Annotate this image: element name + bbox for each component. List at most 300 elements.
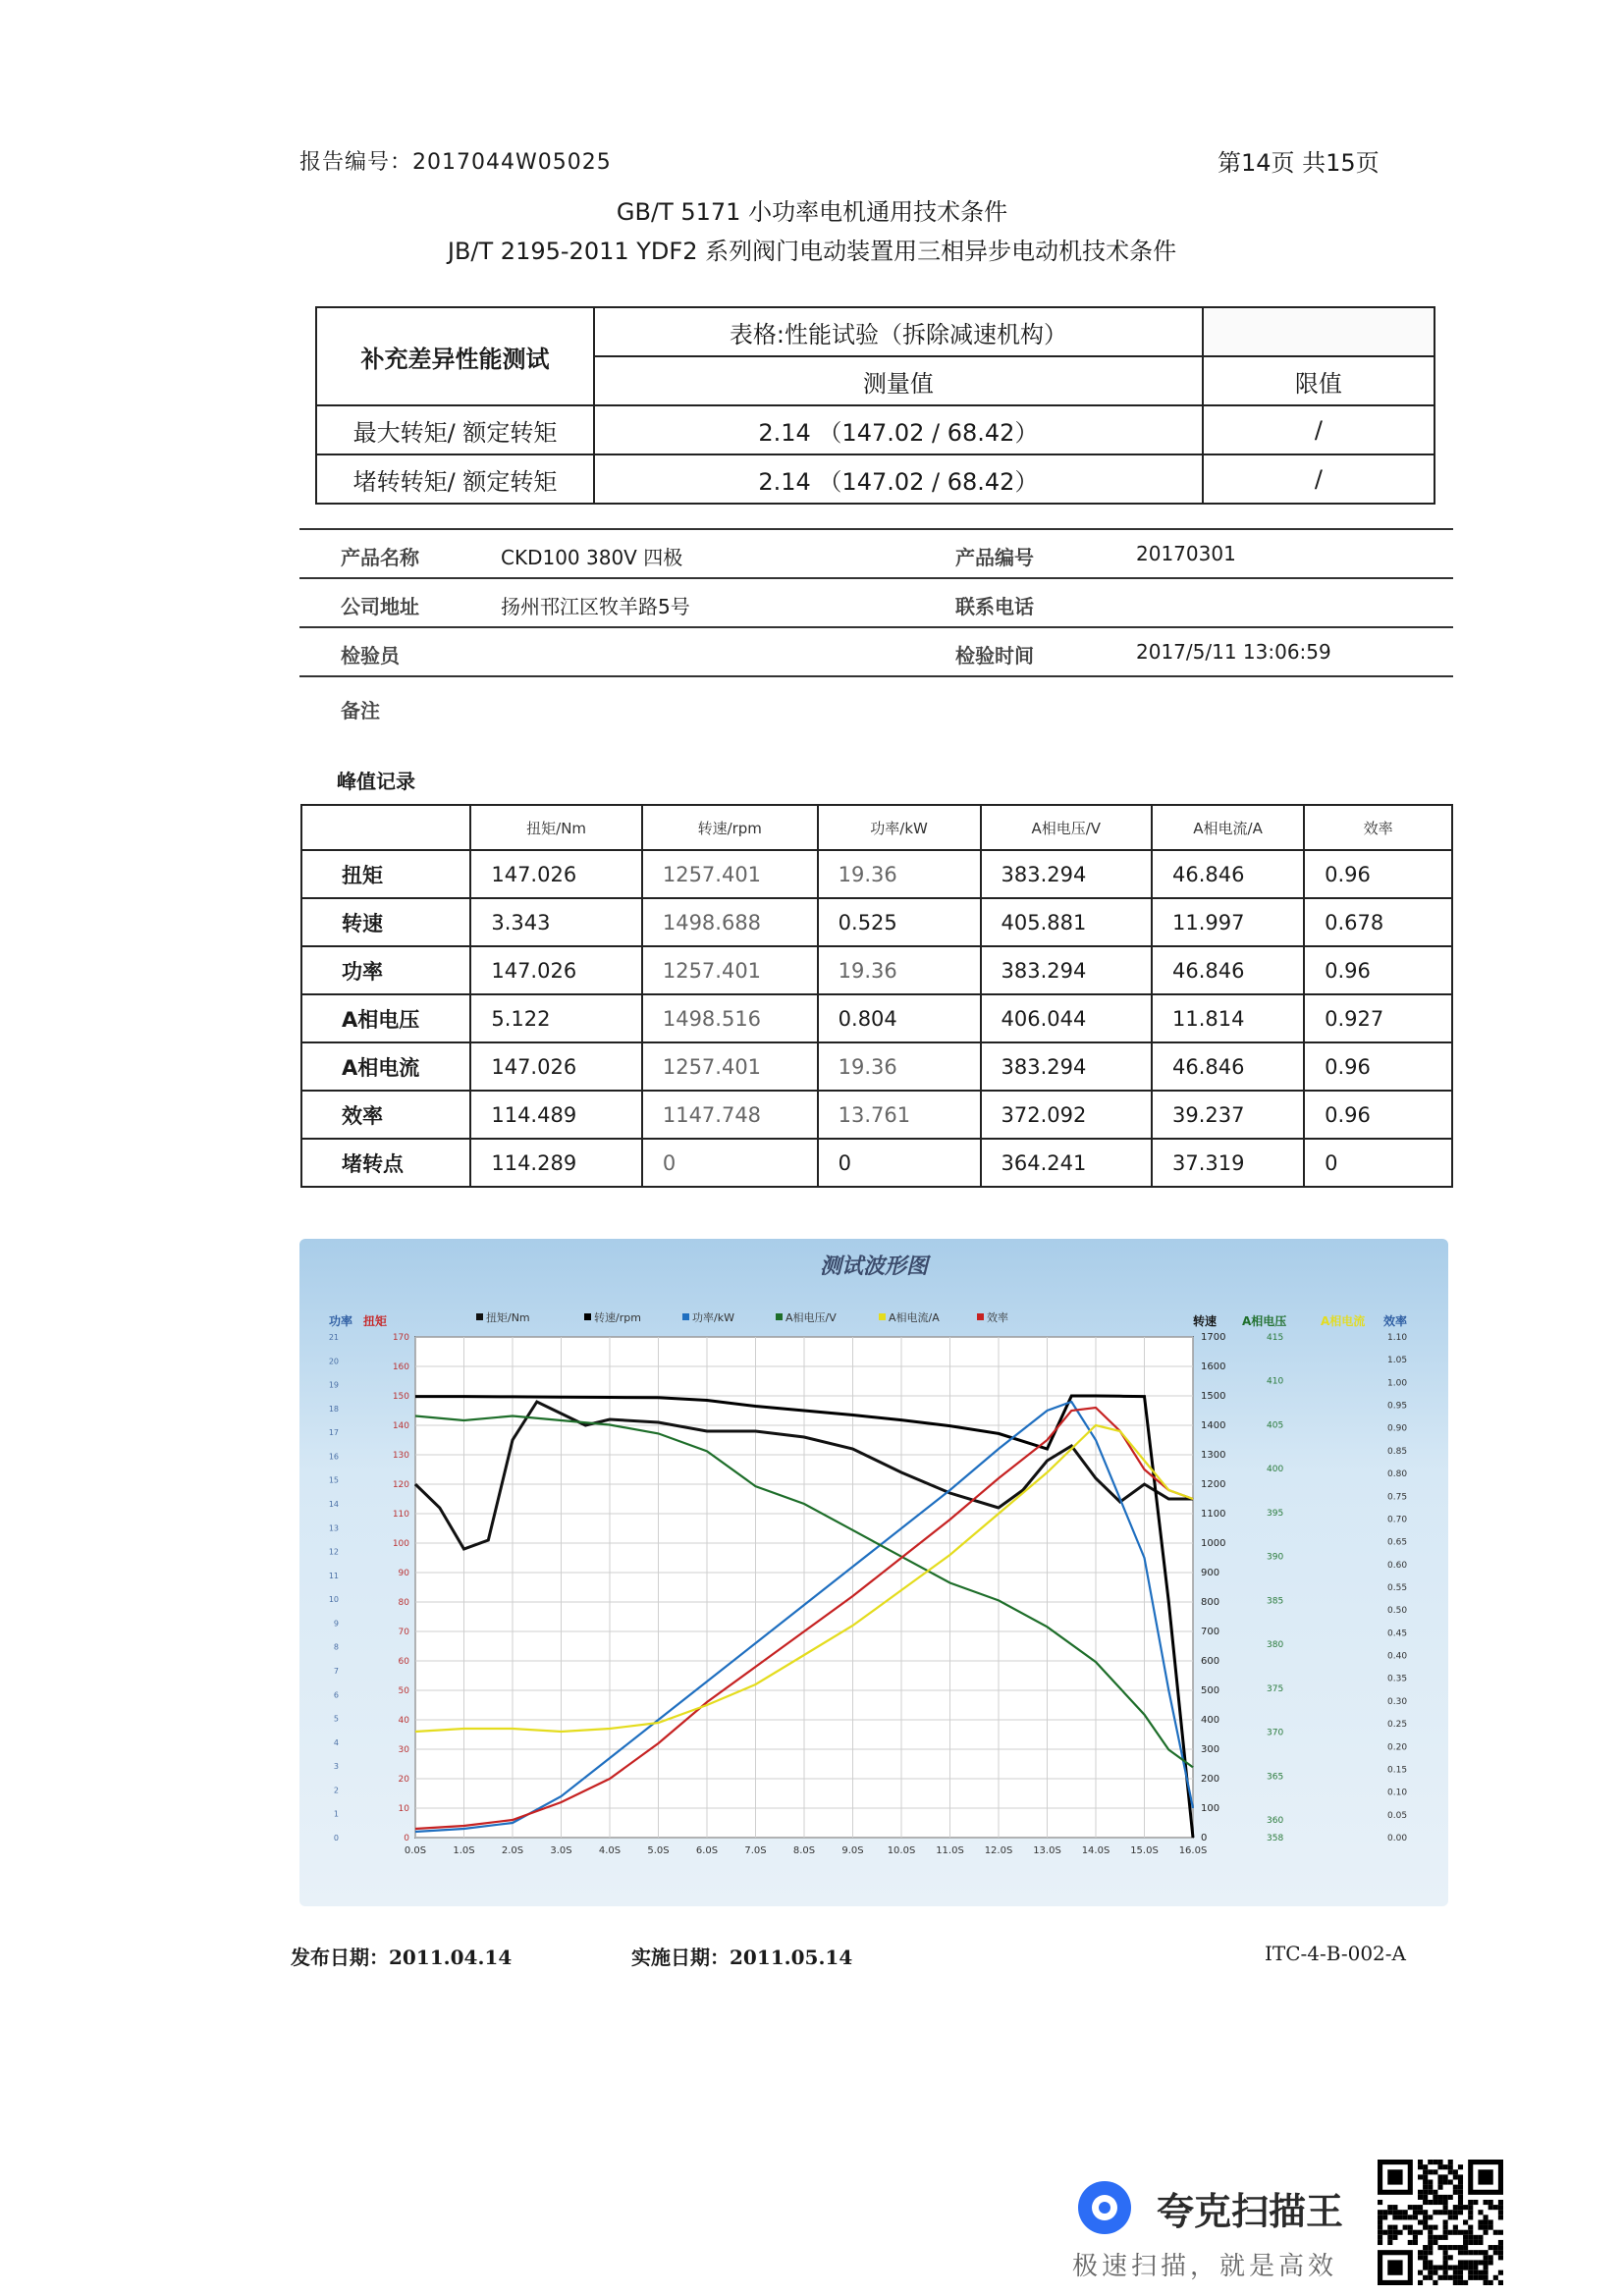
qr-module — [1428, 2179, 1433, 2184]
qr-module — [1478, 2275, 1483, 2280]
qr-module — [1382, 2215, 1387, 2219]
summary-row-limit: / — [1203, 405, 1435, 454]
x-tick-label: 3.0S — [550, 1845, 572, 1856]
peak-cell: 147.026 — [470, 850, 642, 898]
scanner-logo-icon — [1078, 2181, 1131, 2234]
qr-module — [1378, 2200, 1382, 2205]
peak-cell: 0.525 — [818, 898, 981, 946]
peak-cell: 37.319 — [1152, 1139, 1304, 1187]
torque-tick-label: 0 — [404, 1834, 409, 1843]
qr-module — [1489, 2255, 1493, 2260]
qr-module — [1423, 2255, 1428, 2260]
qr-module — [1443, 2200, 1448, 2205]
qr-module — [1473, 2250, 1478, 2255]
qr-module — [1433, 2160, 1437, 2164]
qr-module — [1433, 2240, 1437, 2245]
peak-cell: 114.289 — [470, 1139, 642, 1187]
product-info — [299, 528, 1453, 724]
qr-module — [1387, 2230, 1392, 2235]
qr-module — [1468, 2225, 1473, 2230]
qr-module — [1392, 2225, 1397, 2230]
qr-module — [1428, 2160, 1433, 2164]
qr-module — [1468, 2266, 1473, 2270]
peak-row — [301, 850, 1452, 898]
qr-module — [1458, 2260, 1463, 2265]
qr-module — [1413, 2210, 1418, 2215]
legend-swatch — [476, 1313, 483, 1320]
efficiency-tick-label: 0.20 — [1387, 1742, 1408, 1753]
qr-module — [1498, 2230, 1503, 2235]
torque-tick-label: 160 — [392, 1362, 409, 1372]
x-tick-label: 5.0S — [647, 1845, 670, 1856]
peak-cell: 1498.688 — [642, 898, 818, 946]
peak-row — [301, 1091, 1452, 1139]
scanner-slogan: 极速扫描，就是高效 — [1072, 2252, 1338, 2281]
qr-module — [1428, 2190, 1433, 2195]
voltage-tick-label: 395 — [1267, 1508, 1284, 1519]
x-tick-label: 14.0S — [1081, 1845, 1110, 1856]
speed-tick-label: 1700 — [1201, 1332, 1226, 1343]
qr-module — [1437, 2275, 1442, 2280]
power-tick-label: 7 — [333, 1667, 339, 1676]
qr-module — [1468, 2215, 1473, 2219]
qr-module — [1484, 2280, 1489, 2285]
voltage-tick-label: 375 — [1267, 1683, 1284, 1694]
qr-module — [1478, 2270, 1483, 2275]
speed-tick-label: 900 — [1201, 1568, 1220, 1578]
peak-cell: 1257.401 — [642, 1042, 818, 1091]
torque-tick-label: 50 — [398, 1686, 409, 1696]
qr-module — [1408, 2215, 1413, 2219]
qr-module — [1468, 2200, 1473, 2205]
report-number: 报告编号：2017044W05025 — [299, 150, 612, 175]
voltage-tick-label: 370 — [1267, 1728, 1284, 1738]
qr-module — [1489, 2260, 1493, 2265]
peak-header: 效率 — [1304, 805, 1452, 850]
qr-module — [1453, 2230, 1458, 2235]
qr-module — [1387, 2205, 1392, 2210]
qr-module — [1458, 2174, 1463, 2179]
qr-module — [1448, 2230, 1453, 2235]
qr-module — [1443, 2266, 1448, 2270]
qr-module — [1428, 2225, 1433, 2230]
qr-module — [1443, 2219, 1448, 2224]
qr-module — [1453, 2280, 1458, 2285]
x-tick-label: 0.0S — [404, 1845, 427, 1856]
peak-header: A相电流/A — [1152, 805, 1304, 850]
peak-cell: 46.846 — [1152, 850, 1304, 898]
qr-module — [1378, 2230, 1382, 2235]
x-tick-label: 8.0S — [792, 1845, 816, 1856]
qr-module — [1458, 2200, 1463, 2205]
qr-module — [1498, 2255, 1503, 2260]
qr-module — [1428, 2240, 1433, 2245]
speed-tick-label: 1400 — [1201, 1420, 1226, 1431]
torque-tick-label: 10 — [398, 1804, 409, 1814]
qr-module — [1397, 2210, 1402, 2215]
qr-module — [1489, 2205, 1493, 2210]
peak-title: 峰值记录 — [337, 770, 415, 793]
peak-table — [300, 804, 1453, 1188]
peak-cell: 147.026 — [470, 946, 642, 994]
torque-tick-label: 70 — [398, 1628, 409, 1637]
peak-cell: 11.997 — [1152, 898, 1304, 946]
torque-tick-label: 110 — [392, 1510, 409, 1520]
qr-module — [1423, 2260, 1428, 2265]
torque-tick-label: 150 — [392, 1392, 409, 1402]
power-tick-label: 18 — [328, 1404, 339, 1414]
qr-module — [1382, 2230, 1387, 2235]
qr-finder — [1478, 2169, 1492, 2184]
axis-label-voltage: A相电压 — [1242, 1314, 1287, 1328]
peak-cell: 383.294 — [981, 850, 1153, 898]
qr-module — [1443, 2230, 1448, 2235]
qr-module — [1489, 2245, 1493, 2250]
qr-module — [1473, 2235, 1478, 2240]
qr-module — [1403, 2210, 1408, 2215]
peak-row — [301, 898, 1452, 946]
qr-module — [1489, 2200, 1493, 2205]
legend-swatch — [682, 1313, 689, 1320]
qr-module — [1498, 2210, 1503, 2215]
legend-item: 转速/rpm — [594, 1311, 641, 1324]
qr-module — [1453, 2174, 1458, 2179]
qr-module — [1463, 2219, 1468, 2224]
qr-module — [1463, 2240, 1468, 2245]
peak-cell: 1498.516 — [642, 994, 818, 1042]
qr-module — [1418, 2219, 1423, 2224]
qr-module — [1413, 2240, 1418, 2245]
summary-title: 补充差异性能测试 — [316, 307, 594, 405]
qr-module — [1473, 2200, 1478, 2205]
efficiency-tick-label: 0.55 — [1387, 1583, 1408, 1593]
qr-module — [1413, 2235, 1418, 2240]
qr-module — [1448, 2160, 1453, 2164]
qr-module — [1408, 2225, 1413, 2230]
speed-tick-label: 1300 — [1201, 1450, 1226, 1461]
qr-module — [1478, 2235, 1483, 2240]
qr-module — [1489, 2225, 1493, 2230]
qr-module — [1493, 2250, 1498, 2255]
qr-module — [1443, 2195, 1448, 2200]
qr-module — [1458, 2210, 1463, 2215]
product-no: 20170301 — [1136, 542, 1236, 565]
x-tick-label: 10.0S — [887, 1845, 916, 1856]
qr-module — [1473, 2270, 1478, 2275]
voltage-tick-label: 365 — [1267, 1772, 1284, 1783]
axis-label-torque: 扭矩 — [363, 1314, 388, 1328]
qr-module — [1418, 2230, 1423, 2235]
qr-module — [1498, 2200, 1503, 2205]
qr-module — [1392, 2230, 1397, 2235]
torque-tick-label: 30 — [398, 1745, 409, 1755]
torque-tick-label: 60 — [398, 1657, 409, 1667]
qr-module — [1403, 2215, 1408, 2219]
qr-module — [1428, 2270, 1433, 2275]
voltage-tick-label: 410 — [1267, 1376, 1284, 1387]
summary-caption-blank — [1203, 307, 1435, 356]
qr-module — [1443, 2235, 1448, 2240]
qr-module — [1392, 2235, 1397, 2240]
qr-module — [1484, 2275, 1489, 2280]
qr-module — [1378, 2210, 1382, 2215]
qr-module — [1413, 2230, 1418, 2235]
qr-module — [1458, 2185, 1463, 2190]
speed-tick-label: 800 — [1201, 1597, 1220, 1608]
remark-label: 备注 — [341, 699, 380, 722]
x-tick-label: 7.0S — [744, 1845, 767, 1856]
qr-module — [1408, 2240, 1413, 2245]
qr-module — [1489, 2219, 1493, 2224]
qr-module — [1418, 2255, 1423, 2260]
qr-module — [1484, 2270, 1489, 2275]
qr-module — [1437, 2164, 1442, 2169]
summary-row-label: 堵转转矩/ 额定转矩 — [316, 454, 594, 504]
qr-module — [1478, 2219, 1483, 2224]
qr-module — [1448, 2266, 1453, 2270]
qr-module — [1458, 2164, 1463, 2169]
qr-module — [1453, 2266, 1458, 2270]
efficiency-tick-label: 0.05 — [1387, 1810, 1408, 1821]
qr-module — [1468, 2275, 1473, 2280]
qr-module — [1387, 2225, 1392, 2230]
qr-module — [1443, 2179, 1448, 2184]
address: 扬州邗江区牧羊路5号 — [501, 595, 690, 618]
col-measured: 测量值 — [594, 356, 1203, 405]
col-limit: 限值 — [1203, 356, 1435, 405]
efficiency-tick-label: 0.40 — [1387, 1651, 1408, 1662]
axis-label-power: 功率 — [329, 1314, 353, 1328]
summary-table — [315, 306, 1435, 505]
power-tick-label: 10 — [328, 1595, 339, 1605]
power-tick-label: 14 — [328, 1500, 339, 1509]
qr-module — [1433, 2280, 1437, 2285]
peak-cell: 1147.748 — [642, 1091, 818, 1139]
peak-header: 功率/kW — [818, 805, 981, 850]
power-tick-label: 6 — [333, 1690, 339, 1700]
qr-module — [1448, 2169, 1453, 2174]
peak-cell: 364.241 — [981, 1139, 1153, 1187]
qr-module — [1423, 2266, 1428, 2270]
qr-module — [1463, 2230, 1468, 2235]
peak-header: 转速/rpm — [642, 805, 818, 850]
qr-finder — [1387, 2169, 1402, 2184]
torque-tick-label: 120 — [392, 1480, 409, 1490]
qr-module — [1418, 2160, 1423, 2164]
peak-row-label: 扭矩 — [301, 850, 470, 898]
summary-row-label: 最大转矩/ 额定转矩 — [316, 405, 594, 454]
qr-module — [1453, 2169, 1458, 2174]
qr-module — [1403, 2225, 1408, 2230]
qr-module — [1387, 2210, 1392, 2215]
qr-module — [1458, 2250, 1463, 2255]
qr-module — [1458, 2195, 1463, 2200]
qr-module — [1468, 2260, 1473, 2265]
power-tick-label: 15 — [328, 1475, 339, 1485]
x-tick-label: 15.0S — [1130, 1845, 1159, 1856]
qr-module — [1453, 2210, 1458, 2215]
qr-module — [1437, 2179, 1442, 2184]
product-name-label: 产品名称 — [341, 546, 419, 569]
peak-cell: 46.846 — [1152, 946, 1304, 994]
qr-code-icon — [1378, 2160, 1503, 2285]
qr-module — [1378, 2235, 1382, 2240]
qr-module — [1448, 2195, 1453, 2200]
efficiency-tick-label: 0.95 — [1387, 1401, 1408, 1412]
qr-module — [1478, 2260, 1483, 2265]
qr-module — [1433, 2200, 1437, 2205]
speed-tick-label: 1600 — [1201, 1362, 1226, 1372]
phone-label: 联系电话 — [955, 595, 1034, 618]
qr-module — [1428, 2200, 1433, 2205]
speed-tick-label: 300 — [1201, 1744, 1220, 1755]
x-tick-label: 13.0S — [1033, 1845, 1061, 1856]
voltage-tick-label: 415 — [1267, 1333, 1284, 1343]
page-indicator: 第14页 共15页 — [1218, 149, 1380, 177]
qr-module — [1433, 2235, 1437, 2240]
qr-module — [1468, 2250, 1473, 2255]
qr-module — [1489, 2280, 1493, 2285]
axis-label-efficiency: 效率 — [1383, 1314, 1408, 1328]
qr-module — [1478, 2210, 1483, 2215]
torque-tick-label: 20 — [398, 1775, 409, 1785]
efficiency-tick-label: 0.25 — [1387, 1720, 1408, 1731]
qr-module — [1458, 2280, 1463, 2285]
qr-module — [1453, 2270, 1458, 2275]
peak-cell: 0 — [642, 1139, 818, 1187]
voltage-tick-label: 390 — [1267, 1552, 1284, 1563]
summary-row-limit: / — [1203, 454, 1435, 504]
qr-module — [1392, 2210, 1397, 2215]
axis-label-speed: 转速 — [1193, 1314, 1218, 1328]
qr-module — [1448, 2255, 1453, 2260]
qr-module — [1498, 2205, 1503, 2210]
qr-module — [1423, 2219, 1428, 2224]
peak-cell: 13.761 — [818, 1091, 981, 1139]
qr-module — [1484, 2215, 1489, 2219]
qr-module — [1397, 2215, 1402, 2219]
qr-module — [1437, 2200, 1442, 2205]
qr-module — [1433, 2195, 1437, 2200]
qr-module — [1493, 2230, 1498, 2235]
voltage-tick-label: 358 — [1267, 1834, 1284, 1843]
torque-tick-label: 130 — [392, 1451, 409, 1461]
torque-tick-label: 140 — [392, 1421, 409, 1431]
power-tick-label: 2 — [333, 1786, 339, 1795]
power-tick-label: 17 — [328, 1428, 339, 1438]
qr-module — [1437, 2195, 1442, 2200]
qr-module — [1418, 2270, 1423, 2275]
qr-module — [1498, 2250, 1503, 2255]
qr-module — [1478, 2225, 1483, 2230]
qr-module — [1423, 2190, 1428, 2195]
x-tick-label: 12.0S — [984, 1845, 1013, 1856]
power-tick-label: 13 — [328, 1523, 339, 1533]
qr-module — [1468, 2235, 1473, 2240]
speed-tick-label: 200 — [1201, 1774, 1220, 1785]
x-tick-label: 6.0S — [695, 1845, 719, 1856]
qr-module — [1498, 2215, 1503, 2219]
efficiency-tick-label: 0.80 — [1387, 1469, 1408, 1480]
qr-module — [1443, 2225, 1448, 2230]
peak-row — [301, 994, 1452, 1042]
qr-module — [1428, 2185, 1433, 2190]
standard-title-2: JB/T 2195-2011 YDF2 系列阀门电动装置用三相异步电动机技术条件 — [447, 238, 1177, 265]
power-tick-label: 21 — [328, 1333, 339, 1342]
efficiency-tick-label: 0.75 — [1387, 1492, 1408, 1503]
qr-module — [1458, 2245, 1463, 2250]
chart-title: 测试波形图 — [819, 1255, 929, 1279]
peak-cell: 1257.401 — [642, 850, 818, 898]
product-no-label: 产品编号 — [955, 546, 1034, 569]
peak-cell: 0.96 — [1304, 850, 1452, 898]
peak-row — [301, 1139, 1452, 1187]
peak-cell: 0 — [818, 1139, 981, 1187]
qr-module — [1418, 2205, 1423, 2210]
form-code: ITC-4-B-002-A — [1265, 1942, 1406, 1965]
qr-module — [1448, 2179, 1453, 2184]
peak-cell: 39.237 — [1152, 1091, 1304, 1139]
qr-module — [1493, 2275, 1498, 2280]
qr-module — [1428, 2169, 1433, 2174]
efficiency-tick-label: 0.60 — [1387, 1560, 1408, 1571]
qr-module — [1387, 2235, 1392, 2240]
qr-module — [1498, 2240, 1503, 2245]
speed-tick-label: 1200 — [1201, 1479, 1226, 1490]
qr-module — [1433, 2225, 1437, 2230]
qr-module — [1423, 2245, 1428, 2250]
qr-module — [1453, 2245, 1458, 2250]
power-tick-label: 8 — [333, 1642, 339, 1652]
qr-module — [1433, 2169, 1437, 2174]
qr-module — [1437, 2266, 1442, 2270]
qr-module — [1418, 2195, 1423, 2200]
qr-module — [1484, 2219, 1489, 2224]
qr-module — [1428, 2260, 1433, 2265]
x-tick-label: 9.0S — [841, 1845, 864, 1856]
qr-module — [1458, 2205, 1463, 2210]
qr-module — [1473, 2240, 1478, 2245]
speed-tick-label: 1100 — [1201, 1509, 1226, 1520]
peak-cell: 0.678 — [1304, 898, 1452, 946]
qr-module — [1443, 2205, 1448, 2210]
peak-cell: 5.122 — [470, 994, 642, 1042]
power-tick-label: 16 — [328, 1452, 339, 1462]
legend-swatch — [776, 1313, 783, 1320]
torque-tick-label: 40 — [398, 1716, 409, 1726]
qr-module — [1453, 2205, 1458, 2210]
qr-module — [1468, 2240, 1473, 2245]
qr-module — [1463, 2245, 1468, 2250]
legend-swatch — [879, 1313, 886, 1320]
peak-cell: 19.36 — [818, 850, 981, 898]
qr-module — [1423, 2164, 1428, 2169]
qr-module — [1392, 2215, 1397, 2219]
peak-row-label: A相电流 — [301, 1042, 470, 1091]
qr-module — [1493, 2245, 1498, 2250]
qr-module — [1428, 2245, 1433, 2250]
peak-row — [301, 1042, 1452, 1091]
power-tick-label: 4 — [333, 1737, 339, 1747]
peak-cell: 1257.401 — [642, 946, 818, 994]
qr-module — [1437, 2160, 1442, 2164]
qr-module — [1423, 2250, 1428, 2255]
x-tick-label: 11.0S — [936, 1845, 964, 1856]
peak-cell: 3.343 — [470, 898, 642, 946]
qr-module — [1458, 2275, 1463, 2280]
qr-module — [1418, 2174, 1423, 2179]
issue-date: 发布日期：2011.04.14 — [291, 1946, 513, 1969]
